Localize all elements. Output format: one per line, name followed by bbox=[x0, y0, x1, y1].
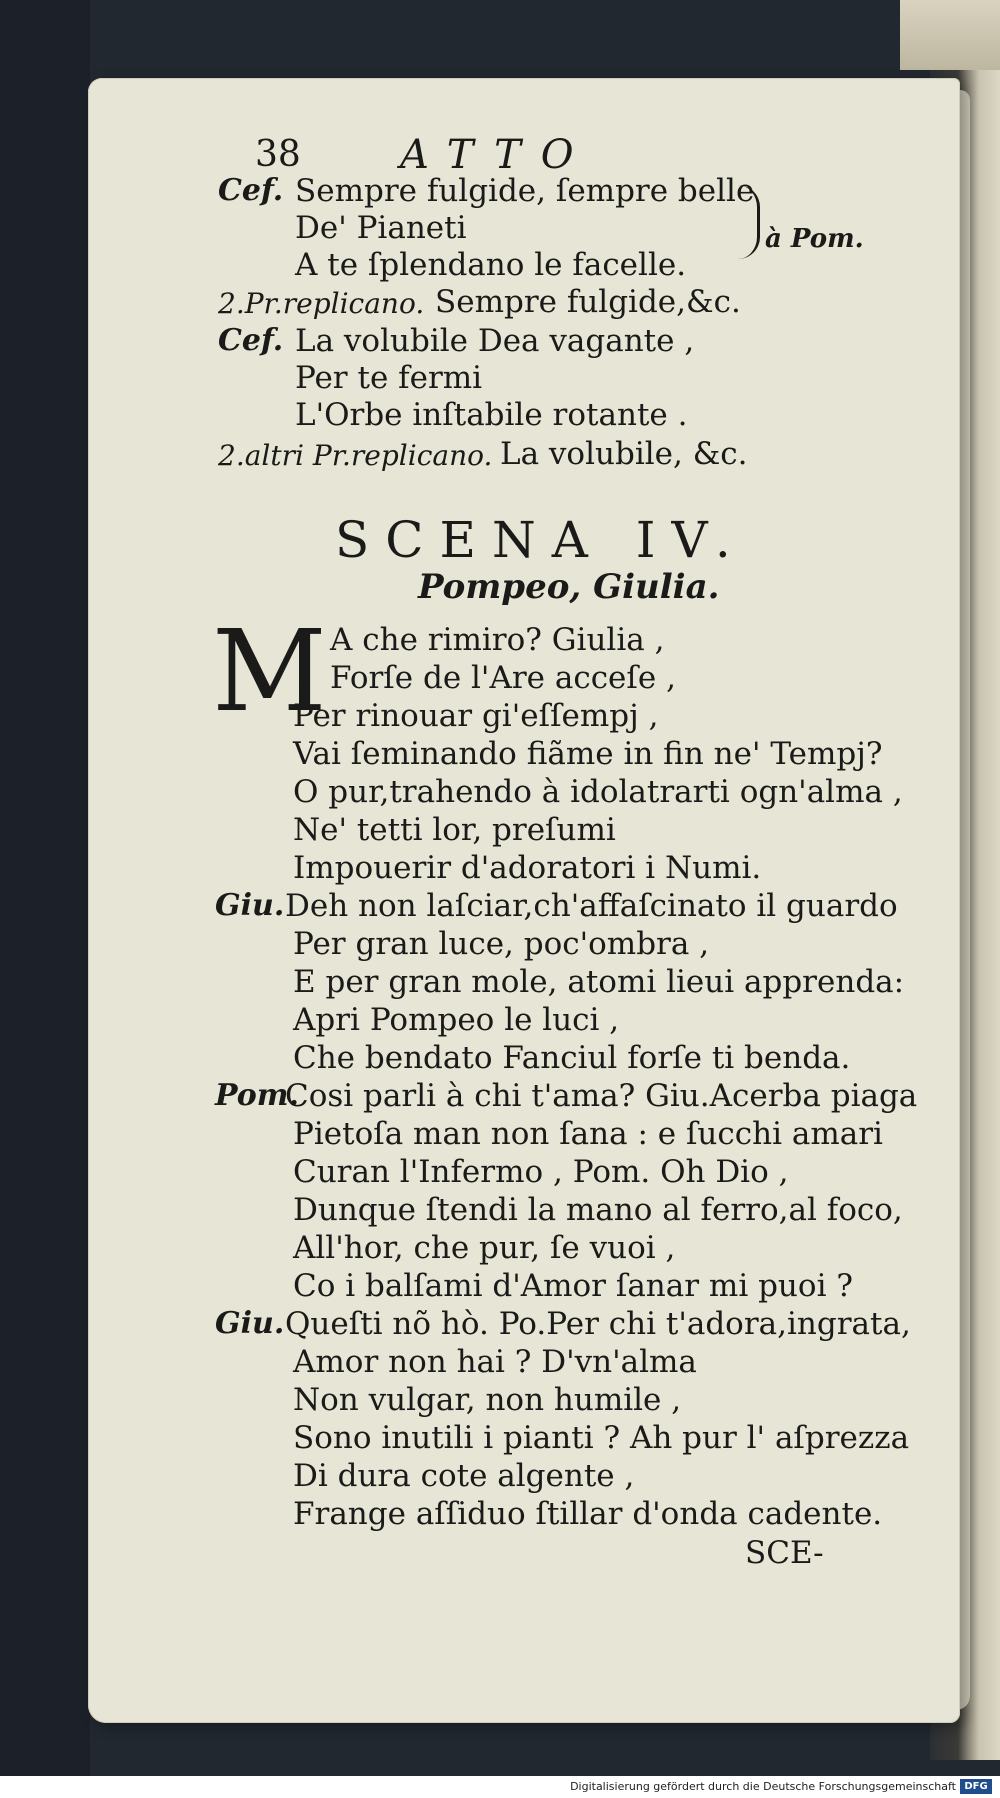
verse-line: Amor non hai ? D'vn'alma bbox=[293, 1344, 697, 1380]
verse-line: Dunque ſtendi la mano al ferro,al foco, bbox=[293, 1192, 903, 1228]
footer-credit: Digitalisierung gefördert durch die Deutsche Forschungsgemeinschaft bbox=[570, 1780, 956, 1793]
verse-line: Per gran luce, poc'ombra , bbox=[293, 926, 710, 962]
running-head: ATTO bbox=[400, 132, 594, 178]
drop-cap: M bbox=[212, 607, 327, 737]
speaker-label: Cef. bbox=[218, 173, 284, 208]
page-number: 38 bbox=[255, 134, 301, 175]
brace-mark bbox=[731, 185, 760, 259]
speaker-label: Cef. bbox=[218, 323, 284, 358]
verse-line: Impouerir d'adoratori i Numi. bbox=[293, 850, 762, 886]
verse-line: L'Orbe inſtabile rotante . bbox=[295, 397, 688, 433]
verse-line: Sempre fulgide,&c. bbox=[435, 284, 741, 320]
scan-background-left bbox=[0, 0, 90, 1798]
verse-line: Sono inutili i pianti ? Ah pur l' aſprezza bbox=[293, 1420, 910, 1456]
verse-line: Per te fermi bbox=[295, 360, 483, 396]
verse-line: A te ſplendano le facelle. bbox=[295, 247, 687, 283]
side-note: à Pom. bbox=[765, 224, 864, 254]
verse-line: Apri Pompeo le luci , bbox=[293, 1002, 620, 1038]
verse-line: Cosi parli à chi t'ama? Giu.Acerba piaga bbox=[285, 1078, 918, 1114]
adjacent-page-corner bbox=[900, 0, 1000, 70]
speaker-label: 2.altri Pr.replicano. bbox=[218, 439, 493, 472]
scene-persons: Pompeo, Giulia. bbox=[418, 567, 720, 607]
verse-line: E per gran mole, atomi lieui apprenda: bbox=[293, 964, 905, 1000]
speaker-label: 2.Pr.replicano. bbox=[218, 287, 425, 320]
verse-line: De' Pianeti bbox=[295, 210, 467, 246]
speaker-label: Pom. bbox=[215, 1078, 299, 1113]
verse-line: Queſti nõ hò. Po.Per chi t'adora,ingrata, bbox=[285, 1306, 911, 1342]
verse-line: Co i balſami d'Amor ſanar mi puoi ? bbox=[293, 1268, 853, 1304]
verse-line: O pur,trahendo à idolatrarti ogn'alma , bbox=[293, 774, 903, 810]
dfg-logo: DFG bbox=[960, 1779, 992, 1794]
verse-line: Deh non laſciar,ch'affaſcinato il guardo bbox=[285, 888, 898, 924]
verse-line: Di dura cote algente , bbox=[293, 1458, 635, 1494]
verse-line: A che rimiro? Giulia , bbox=[330, 622, 665, 658]
verse-line: Vai ſeminando fiãme in fin ne' Tempj? bbox=[293, 736, 883, 772]
scene-title: SCENA IV. bbox=[335, 511, 747, 569]
verse-line: Che bendato Fanciul forſe ti benda. bbox=[293, 1040, 851, 1076]
verse-line: Pietoſa man non ſana : e ſucchi amari bbox=[293, 1116, 883, 1152]
speaker-label: Giu. bbox=[215, 1306, 285, 1341]
verse-line: Frange aſſiduo ſtillar d'onda cadente. bbox=[293, 1496, 883, 1532]
verse-line: Forſe de l'Are acceſe , bbox=[330, 660, 676, 696]
verse-line: Curan l'Infermo , Pom. Oh Dio , bbox=[293, 1154, 789, 1190]
verse-line: La volubile, &c. bbox=[500, 436, 748, 472]
catchword: SCE- bbox=[745, 1535, 824, 1571]
verse-line: La volubile Dea vagante , bbox=[295, 323, 695, 359]
verse-line: All'hor, che pur, ſe vuoi , bbox=[293, 1230, 676, 1266]
verse-line: Sempre fulgide, ſempre belle bbox=[295, 173, 755, 209]
speaker-label: Giu. bbox=[215, 888, 285, 923]
verse-line: Per rinouar gi'eſſempj , bbox=[293, 698, 659, 734]
verse-line: Non vulgar, non humile , bbox=[293, 1382, 682, 1418]
verse-line: Ne' tetti lor, preſumi bbox=[293, 812, 616, 848]
